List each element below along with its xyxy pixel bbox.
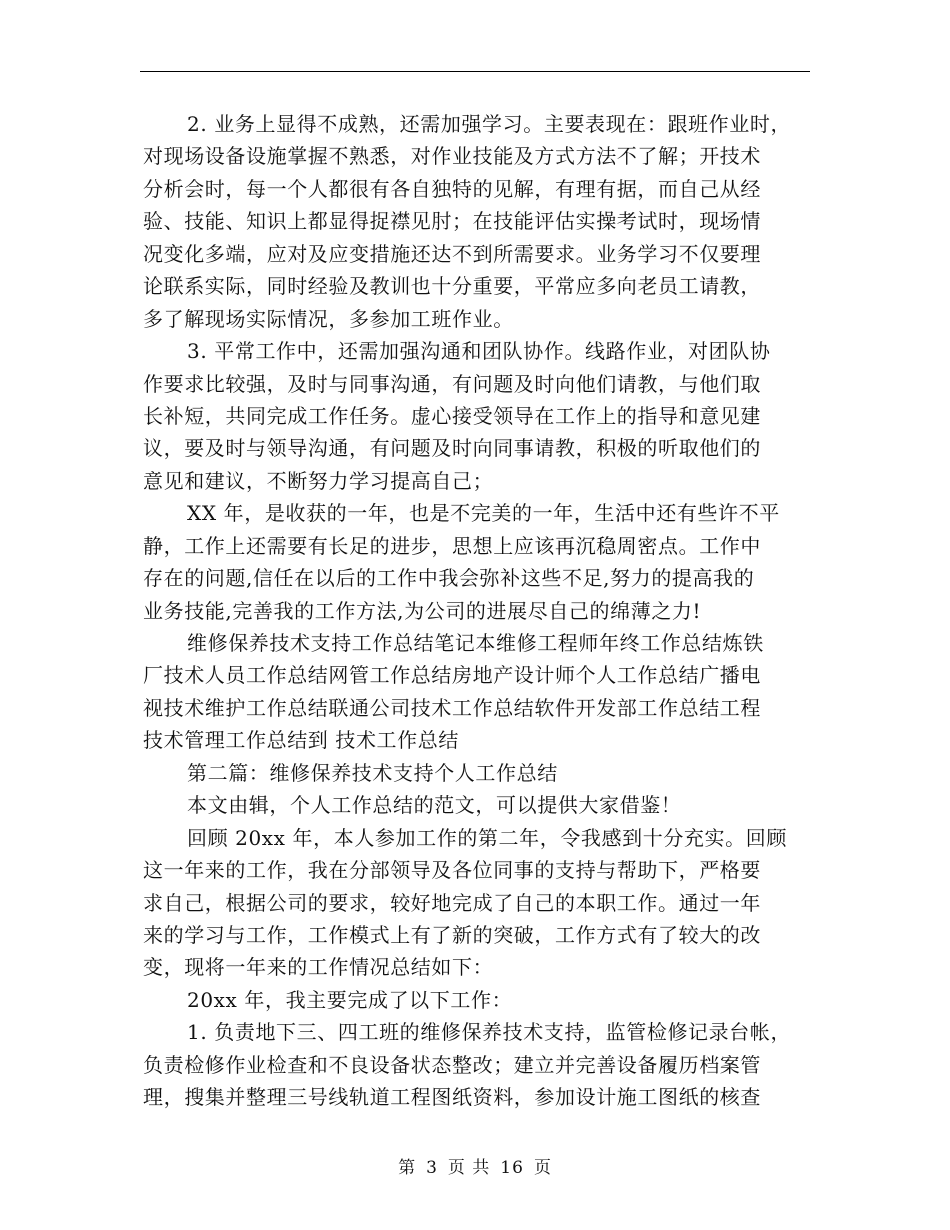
text-line: 第二篇：维修保养技术支持个人工作总结 xyxy=(187,760,558,785)
text-line: 静，工作上还需要有长足的进步，思想上应该再沉稳周密点。工作中 xyxy=(143,533,761,558)
current-page-number: 3 xyxy=(426,1158,438,1178)
text-line: 分析会时，每一个人都很有各自独特的见解，有理有据，而自己从经 xyxy=(143,176,761,201)
document-body xyxy=(143,108,823,1114)
text-line: 意见和建议，不断努力学习提高自己； xyxy=(143,468,494,493)
text-line: 1. 负责地下三、四工班的维修保养技术支持，监管检修记录台帐， xyxy=(187,1020,792,1045)
footer-middle: 页 共 xyxy=(447,1158,491,1178)
text-line: 对现场设备设施掌握不熟悉，对作业技能及方式方法不了解；开技术 xyxy=(143,144,761,169)
text-line: 业务技能,完善我的工作方法,为公司的进展尽自己的绵薄之力! xyxy=(143,598,702,623)
text-line: 厂技术人员工作总结网管工作总结房地产设计师个人工作总结广播电 xyxy=(143,663,761,688)
text-line: 负责检修作业检查和不良设备状态整改；建立并完善设备履历档案管 xyxy=(143,1052,761,1077)
text-line: 变，现将一年来的工作情况总结如下： xyxy=(143,955,494,980)
footer-prefix: 第 xyxy=(398,1158,417,1178)
text-line: 回顾 20xx 年，本人参加工作的第二年，令我感到十分充实。回顾 xyxy=(187,825,787,850)
text-line: 维修保养技术支持工作总结笔记本维修工程师年终工作总结炼铁 xyxy=(187,631,764,655)
text-line: 视技术维护工作总结联通公司技术工作总结软件开发部工作总结工程 xyxy=(143,695,761,720)
text-line: 求自己，根据公司的要求，较好地完成了自己的本职工作。通过一年 xyxy=(143,890,761,915)
text-line: 3. 平常工作中，还需加强沟通和团队协作。线路作业，对团队协 xyxy=(187,339,771,364)
page-footer xyxy=(0,1153,950,1178)
text-line: 作要求比较强，及时与同事沟通，有问题及时向他们请教，与他们取 xyxy=(143,371,761,396)
footer-suffix: 页 xyxy=(533,1158,552,1178)
text-line: 验、技能、知识上都显得捉襟见肘；在技能评估实操考试时，现场情 xyxy=(143,209,761,234)
text-line: 20xx 年，我主要完成了以下工作： xyxy=(187,987,513,1012)
text-line: 存在的问题,信任在以后的工作中我会弥补这些不足,努力的提高我的 xyxy=(143,566,755,591)
text-line: 理，搜集并整理三号线轨道工程图纸资料，参加设计施工图纸的核查 xyxy=(143,1085,761,1110)
text-line: 论联系实际，同时经验及教训也十分重要，平常应多向老员工请教， xyxy=(143,274,761,299)
text-line: 技术管理工作总结到 技术工作总结 xyxy=(143,728,459,753)
total-page-count: 16 xyxy=(500,1158,524,1178)
text-line: 本文由辑，个人工作总结的范文，可以提供大家借鉴！ xyxy=(187,793,682,818)
header-rule xyxy=(140,71,810,72)
text-line: 长补短，共同完成工作任务。虚心接受领导在工作上的指导和意见建 xyxy=(143,403,761,428)
text-line: XX 年，是收获的一年，也是不完美的一年，生活中还有些许不平 xyxy=(187,501,780,526)
text-line: 来的学习与工作，工作模式上有了新的突破，工作方式有了较大的改 xyxy=(143,922,761,947)
text-line: 2. 业务上显得不成熟，还需加强学习。主要表现在：跟班作业时， xyxy=(187,112,792,136)
text-line: 这一年来的工作，我在分部领导及各位同事的支持与帮助下，严格要 xyxy=(143,858,761,883)
text-line: 议，要及时与领导沟通，有问题及时向同事请教，积极的听取他们的 xyxy=(143,436,761,461)
text-line: 多了解现场实际情况，多参加工班作业。 xyxy=(143,306,514,331)
text-line: 况变化多端，应对及应变措施还达不到所需要求。业务学习不仅要理 xyxy=(143,241,761,266)
